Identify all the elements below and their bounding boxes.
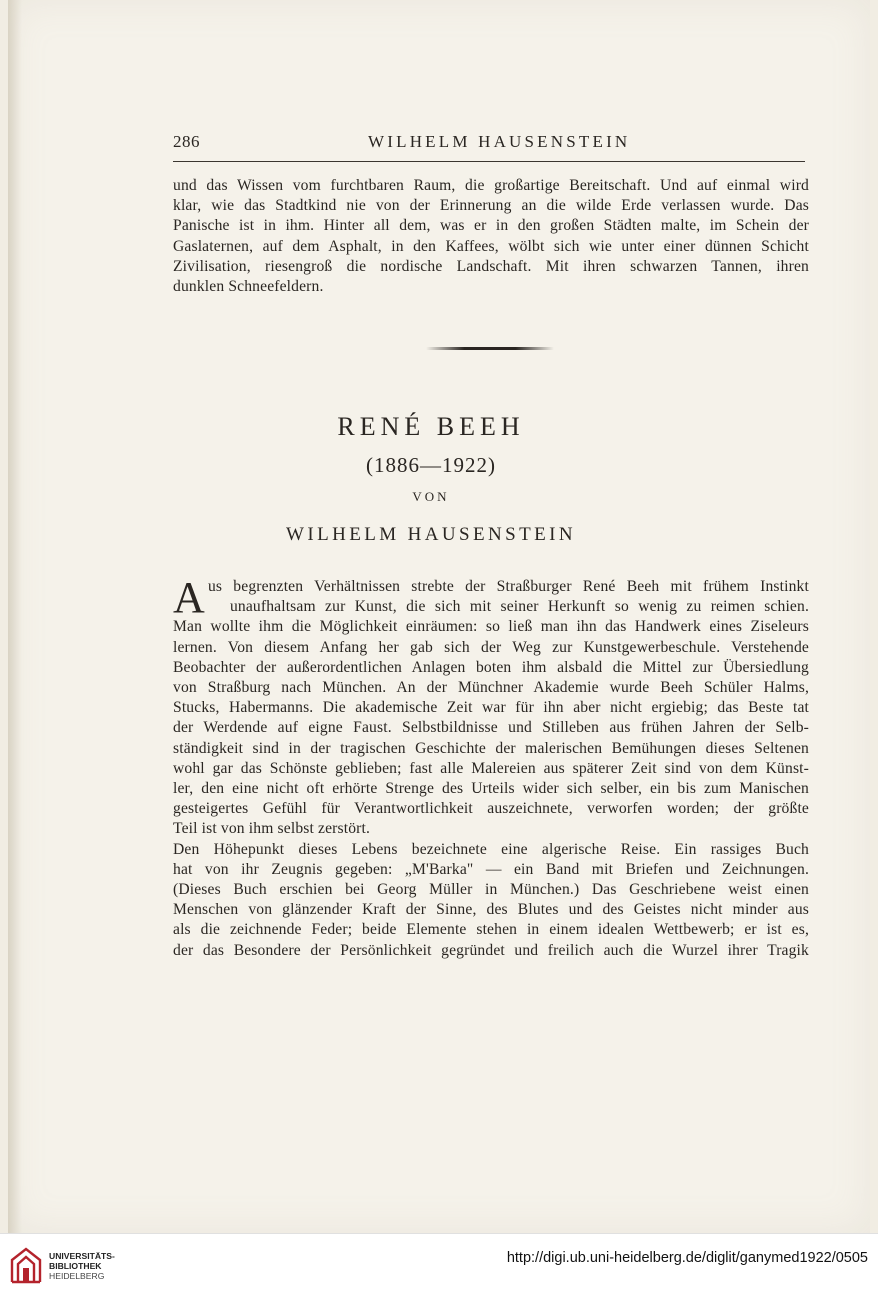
body-line: Stucks, Habermanns. Die akademische Zeit war für ihn aber nicht ergiebig; das Beste tat — [173, 699, 809, 717]
body-first-line: us begrenzten Verhältnissen strebte der Straßburger René Beeh mit frühem Instinkt — [207, 578, 809, 595]
body-line: ständigkeit sind in der tragischen Geschichte der malerischen Bemühungen dieses Seltenen — [173, 739, 809, 757]
body-line: Teil ist von ihm selbst zerstört. — [173, 820, 371, 838]
article-byline-von: VON — [412, 489, 450, 504]
permalink-url[interactable]: http://digi.ub.uni-heidelberg.de/diglit/ganymed1922/0505 — [506, 1250, 868, 1266]
library-name-line2: BIBLIOTHEK — [49, 1261, 102, 1271]
article-dates: (1886—1922) — [366, 453, 496, 477]
body-line: wohl gar das Schönste geblieben; fast alle Malereien aus späterer Zeit sind von dem Künst- — [173, 759, 809, 777]
library-logo-icon[interactable] — [9, 1246, 43, 1286]
body-line: Menschen von glänzender Kraft der Sinne, des Blutes und des Geistes nicht minder aus — [173, 901, 809, 919]
body-line: lernen. Von diesem Anfang her gab sich der Weg zur Kunstgewerbeschule. Verstehende — [173, 638, 809, 656]
body-line: Man wollte ihm die Möglichkeit einräumen: so ließ man ihn das Handwerk eines Ziseleurs — [173, 618, 809, 636]
body-line: hat von ihr Zeugnis gegeben: „M'Barka" — ein Band mit Briefen und Zeichnungen. — [173, 860, 809, 878]
body-line: Den Höhepunkt dieses Lebens bezeichnete eine algerische Reise. Ein rassiges Buch — [173, 840, 809, 858]
intro-line: Zivilisation, riesengroß die nordische Landschaft. Mit ihren schwarzen Tannen, ihren — [173, 257, 809, 275]
body-line: unaufhaltsam zur Kunst, die sich mit seiner Herkunft so wenig zu reimen schien. — [229, 598, 809, 616]
article-title: RENÉ BEEH — [337, 412, 525, 441]
article-body — [173, 573, 809, 961]
intro-line: klar, wie das Stadtkind nie von der Erinnerung an die wilde Erde verlassen wurde. Das — [173, 197, 809, 215]
body-line: als die zeichnende Feder; beide Elemente stehen in einem idealen Wettbewerb; er ist es, — [173, 921, 809, 939]
drop-cap: A — [173, 573, 205, 622]
intro-line: dunklen Schneefeldern. — [173, 278, 324, 296]
intro-line: Gaslaternen, auf dem Asphalt, in den Kaffees, wölbt sich wie unter einer dünnen Schicht — [173, 237, 809, 255]
body-line: Beobachter der außerordentlichen Anlagen boten ihm alsbald die Mittel zur Übersiedlung — [173, 658, 809, 676]
library-name-line3: HEIDELBERG — [49, 1271, 105, 1281]
gutter-shadow — [8, 0, 22, 1233]
article-author: WILHELM HAUSENSTEIN — [286, 524, 576, 545]
page-number: 286 — [173, 132, 200, 151]
intro-paragraph — [173, 176, 809, 297]
body-line: ler, den eine nicht oft erhörte Strenge des Urteils wider sich selber, ein bis zum Manischen — [173, 780, 809, 798]
running-title: WILHELM HAUSENSTEIN — [368, 132, 631, 151]
library-name — [49, 1251, 115, 1281]
body-line: gesteigertes Gefühl für Verantwortlichkeit auszeichnete, verworfen worden; der größte — [173, 800, 809, 818]
body-line: der das Besondere der Persönlichkeit gegründet und freilich auch die Wurzel ihrer Tragik — [173, 941, 809, 959]
library-name-line1: UNIVERSITÄTS- — [49, 1251, 115, 1261]
intro-line: und das Wissen vom furchtbaren Raum, die großartige Bereitschaft. Und auf einmal wird — [173, 177, 809, 194]
digitization-footer — [0, 1233, 878, 1299]
body-line: der Werdende auf eigne Faust. Selbstbildnisse und Stilleben aus frühen Jahren der Selb- — [173, 719, 809, 737]
body-line: von Straßburg nach München. An der Münchner Akademie wurde Beeh Schüler Halms, — [173, 679, 809, 697]
header-rule — [173, 161, 805, 162]
body-line: (Dieses Buch erschien bei Georg Müller in München.) Das Geschriebene weist einen — [173, 881, 809, 899]
intro-line: Panische ist in ihm. Hinter all dem, was er in den großen Städten malte, im Schein der — [173, 217, 809, 235]
book-page — [8, 0, 870, 1233]
section-divider-ornament — [426, 347, 554, 350]
